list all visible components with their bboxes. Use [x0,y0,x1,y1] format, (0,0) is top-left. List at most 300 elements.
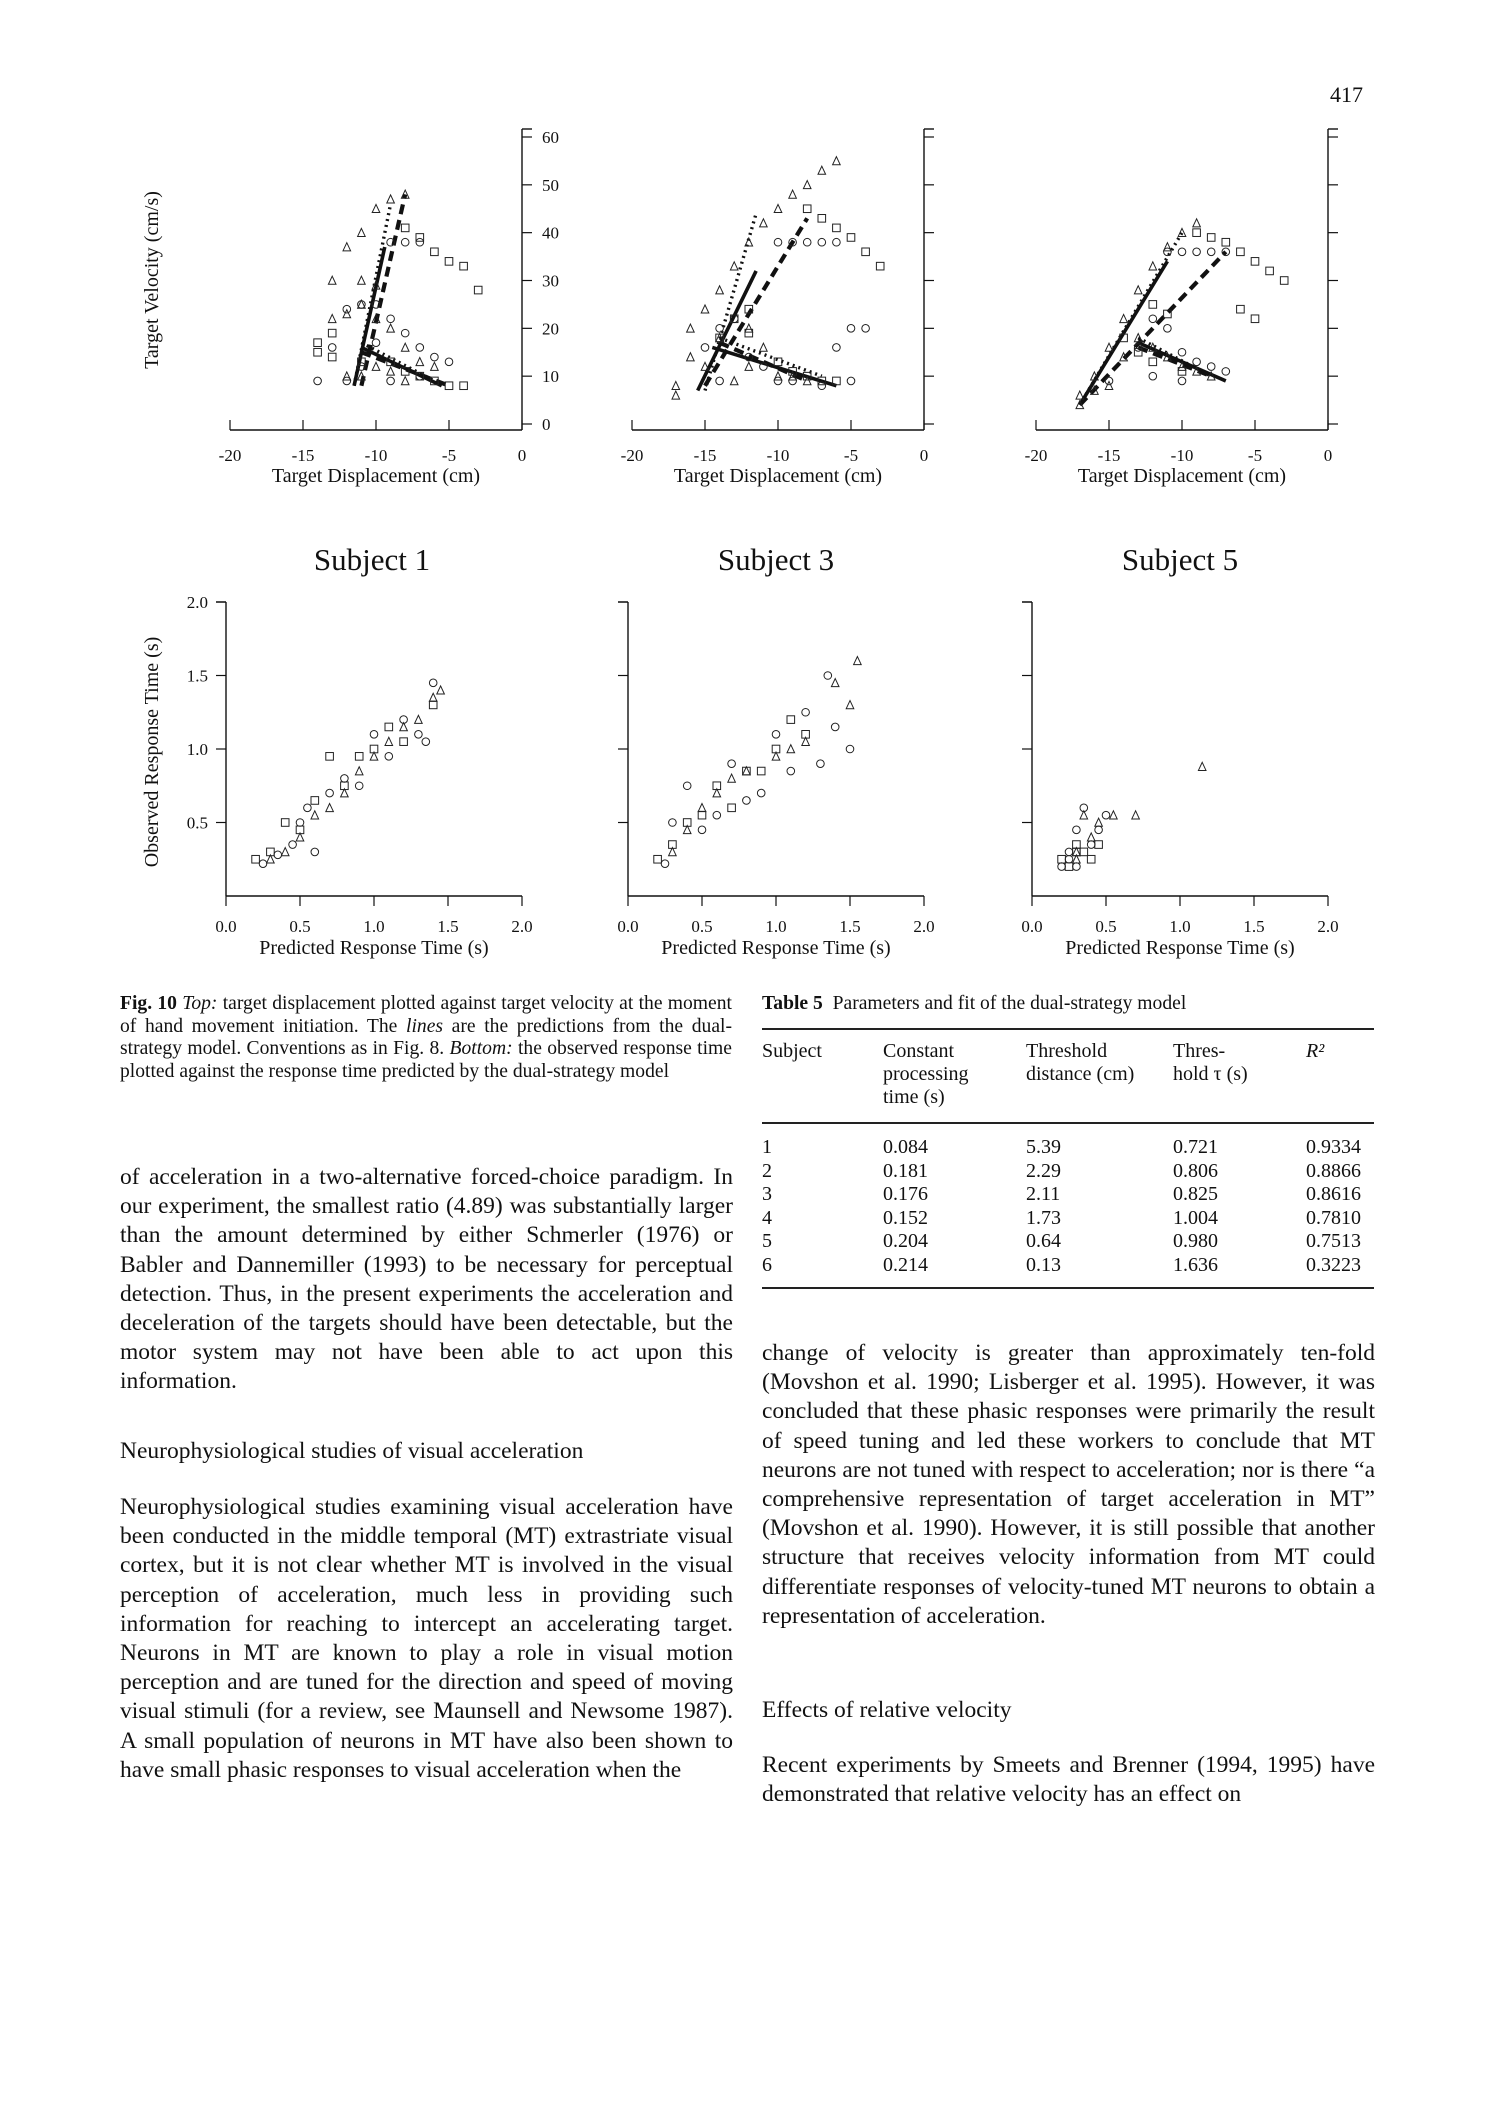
table-cell: 0.13 [1026,1253,1061,1276]
data-point-square [1065,863,1073,871]
bottom-panel-3 [1021,602,1338,959]
data-point-circle [803,238,811,246]
data-point-circle [343,377,351,385]
data-point-circle [259,860,267,868]
table-header-line: Subject [762,1040,822,1062]
data-point-square [757,767,765,775]
data-point-circle [326,789,334,797]
model-line-dashed [1080,252,1226,405]
data-point-square [833,224,841,232]
model-line-dotted [720,338,822,376]
table-cell: 2 [762,1159,772,1182]
table-header-line: Thres- [1173,1040,1226,1062]
data-point-square [774,358,782,366]
data-point-circle [1207,248,1215,256]
x-tick-label: -10 [364,446,388,465]
data-point-triangle [1120,314,1128,322]
data-point-triangle [831,679,839,687]
data-point-triangle [343,310,351,318]
table-cell: 1 [762,1136,772,1158]
data-point-circle [1207,363,1215,371]
data-point-circle [862,325,870,333]
data-point-circle [1073,863,1081,871]
data-point-square [314,339,322,347]
x-tick-label: -20 [1024,446,1048,465]
data-point-triangle [701,305,709,313]
data-point-triangle [326,804,334,812]
table-cell: 5.39 [1026,1136,1061,1158]
data-point-circle [728,760,736,768]
data-point-triangle [745,324,753,332]
data-point-triangle [429,693,437,701]
table-cell: 0.64 [1026,1230,1061,1252]
x-tick-label: -5 [441,446,457,465]
data-point-square [862,248,870,256]
table-cell: 0.152 [883,1206,928,1229]
table-cell: 0.8866 [1306,1159,1361,1182]
model-line-dotted [1080,233,1182,405]
data-point-circle [385,753,393,761]
data-point-square [1149,301,1157,309]
data-point-triangle [730,262,738,270]
table-header-line: time (s) [883,1086,945,1108]
y-axis-label: Target Velocity (cm/s) [141,191,163,369]
data-point-circle [304,804,312,812]
data-point-triangle [328,314,336,322]
table-cell: 0.214 [883,1253,928,1276]
data-point-square [400,738,408,746]
data-point-square [1207,234,1215,242]
data-point-triangle [372,362,380,370]
data-point-triangle [416,358,424,366]
data-point-triangle [343,243,351,251]
data-point-square [445,258,453,266]
data-point-square [460,382,468,390]
data-point-circle [757,789,765,797]
table-header-cell [1173,1040,1248,1086]
table-header-cell [883,1040,969,1109]
x-axis-label: Target Displacement (cm) [1077,465,1287,487]
x-tick-label: 1.5 [839,917,861,936]
data-point-circle [1178,248,1186,256]
data-point-square [698,811,706,819]
data-point-circle [274,851,282,859]
caption-lines-word: lines [406,1015,444,1037]
table-header-line: distance (cm) [1026,1063,1135,1085]
figure-10 [0,0,1488,980]
data-point-circle [787,767,795,775]
data-point-triangle [745,362,753,370]
data-point-square [1251,315,1259,323]
data-point-circle [847,377,855,385]
table-header-rule [762,1122,1374,1124]
data-point-square [1266,267,1274,275]
data-point-circle [289,841,297,849]
data-point-triangle [760,219,768,227]
data-point-triangle [833,157,841,165]
model-line-solid [698,271,756,391]
data-point-triangle [1193,219,1201,227]
data-point-circle [713,811,721,819]
data-point-square [803,205,811,213]
x-tick-label: 1.5 [1243,917,1265,936]
data-point-triangle [1134,286,1142,294]
data-point-square [314,348,322,356]
table-cell: 0.721 [1173,1136,1218,1158]
data-point-circle [416,238,424,246]
data-point-triangle [698,804,706,812]
data-point-triangle [372,204,380,212]
data-point-triangle [774,204,782,212]
page-number: 417 [1330,82,1363,107]
y-tick-label: 2.0 [186,593,208,612]
caption-text-2: are the predictions from the dual-strategy model. Conventions as in Fig. 8. [120,1015,732,1060]
data-point-circle [669,819,677,827]
data-point-circle [416,344,424,352]
data-point-triangle [743,767,751,775]
data-point-triangle [1087,833,1095,841]
x-axis-label: Predicted Response Time (s) [259,937,489,959]
data-point-triangle [818,166,826,174]
table-header-line: Threshold [1026,1040,1108,1062]
x-tick-label: 0.0 [215,917,237,936]
top-panel-3 [1025,129,1338,487]
subject-title: Subject 1 [313,542,431,577]
x-axis-label: Target Displacement (cm) [673,465,883,487]
data-point-circle [824,672,832,680]
data-point-square [743,767,751,775]
data-point-circle [370,731,378,739]
data-point-square [252,855,260,863]
subject-title: Subject 5 [1121,542,1239,577]
y-tick-label: 0 [542,415,551,434]
table-header-cell [1306,1040,1324,1063]
table-cell: 5 [762,1230,772,1252]
data-point-triangle [415,715,423,723]
caption-text-3: the observed response time plotted against the response time predicted by the dual-strategy model [120,1038,732,1082]
y-axis-label: Observed Response Time (s) [141,636,163,868]
x-tick-label: 0.0 [617,917,639,936]
x-tick-label: 1.0 [765,917,787,936]
data-point-square [1237,248,1245,256]
data-point-triangle [789,190,797,198]
data-point-triangle [716,286,724,294]
data-point-square [385,723,393,731]
x-tick-label: 0 [919,446,929,465]
data-point-circle [833,344,841,352]
data-point-circle [431,353,439,361]
data-point-triangle [672,381,680,389]
data-point-square [431,248,439,256]
x-tick-label: -10 [766,446,790,465]
data-point-circle [772,731,780,739]
data-point-circle [1058,863,1066,871]
table-header-line: Constant [883,1040,955,1062]
data-point-circle [328,344,336,352]
data-point-square [355,753,363,761]
table-cell: 1.004 [1173,1206,1218,1229]
y-tick-label: 0.5 [186,813,208,833]
data-point-triangle [358,228,366,236]
data-point-triangle [387,195,395,203]
x-tick-label: 1.5 [437,917,459,936]
data-point-circle [1073,826,1081,834]
data-point-triangle [672,391,680,399]
right-column-paragraph-1: change of velocity is greater than approximately ten-fold (Movshon et al. 1990; Lisberger et al. 1995). However, it was concluded that these phasic responses were primarily the result of speed tuning and led these workers to conclude that MT neurons are not tuned with respect to acceleration; nor is there “a comprehensive representation of target acceleration in MT” (Movshon et al. 1990). However, it is still possible that another structure that receives velocity information from MT could differentiate responses of velocity-tuned MT neurons to obtain a representation of acceleration. [762,1340,1375,1629]
data-point-square [1149,358,1157,366]
left-column-paragraph-1: of acceleration in a two-alternative forced-choice paradigm. In our experiment, the smallest ratio (4.89) was substantially larger than the amount determined by either Schmerler (1976) or Babler and Dannemiller (1993) to be necessary for perceptual detection. Thus, in the present experiments the acceleration and deceleration of the targets should have been detectable, but the motor system may not have been able to act upon this information. [120,1164,733,1395]
section-heading-neurophysiology: Neurophysiological studies of visual acceleration [120,1438,584,1464]
data-point-square [429,701,437,709]
data-point-circle [358,301,366,309]
table-header-line: hold τ (s) [1173,1063,1248,1085]
data-point-triangle [730,377,738,385]
right-column-paragraph-2: Recent experiments by Smeets and Brenner (1994, 1995) have demonstrated that relative velocity has an effect on [762,1752,1375,1808]
table-cell: 0.7513 [1306,1230,1361,1252]
caption-text-1: target displacement plotted against target velocity at the moment of hand movement initiation. The [120,993,732,1037]
table-header-cell [1026,1040,1134,1086]
data-point-circle [429,679,437,687]
table-header-line: processing [883,1063,969,1085]
caption-top-label: Top: [182,993,218,1014]
data-point-triangle [1105,381,1113,389]
x-tick-label: -5 [843,446,859,465]
table-cell: 2.29 [1026,1159,1061,1182]
data-point-triangle [846,701,854,709]
data-point-triangle [437,686,445,694]
table-cell: 0.176 [883,1183,928,1205]
table-top-rule [762,1028,1374,1030]
data-point-triangle [687,353,695,361]
top-panel-2 [621,129,934,487]
x-tick-label: 0.5 [691,917,713,936]
bottom-panel-1 [141,593,533,959]
table-header-cell [762,1040,822,1063]
table-cell: 0.8616 [1306,1183,1361,1205]
model-line-solid [354,247,385,386]
data-point-circle [1193,248,1201,256]
table-title: Parameters and fit of the dual-strategy model [832,993,1187,1014]
data-point-square [1087,855,1095,863]
data-point-triangle [1149,262,1157,270]
table-cell: 0.3223 [1306,1253,1361,1276]
data-point-square [1280,277,1288,285]
data-point-circle [1149,372,1157,380]
caption-bottom-label: Bottom: [449,1038,513,1060]
x-tick-label: 0 [1323,446,1333,465]
x-tick-label: -15 [693,446,717,465]
data-point-circle [698,826,706,834]
data-point-circle [355,782,363,790]
data-point-triangle [358,276,366,284]
figure-caption [120,993,732,1083]
data-point-circle [743,797,751,805]
data-point-square [728,804,736,812]
x-tick-label: 2.0 [913,917,935,936]
data-point-triangle [760,343,768,351]
table-bottom-rule [762,1287,1374,1289]
left-column-paragraph-2: Neurophysiological studies examining visual acceleration have been conducted in the middle temporal (MT) extrastriate visual cortex, but it is not clear whether MT is involved in the visual perception of acceleration, much less in providing such information for reaching to intercept an accelerating target. Neurons in MT are known to play a role in visual motion perception and are tuned for the direction and speed of moving visual stimuli (for a review, see Maunsell and Newsome 1987). A small population of neurons in MT have also been shown to have small phasic responses to visual acceleration when the [120,1494,733,1783]
data-point-square [1095,841,1103,849]
data-point-circle [818,238,826,246]
x-tick-label: -10 [1170,446,1194,465]
data-point-circle [774,238,782,246]
x-tick-label: 2.0 [511,917,533,936]
data-point-square [1058,855,1066,863]
data-point-circle [716,325,724,333]
x-tick-label: -20 [218,446,242,465]
data-point-square [401,224,409,232]
data-point-square [847,234,855,242]
data-point-square [1080,848,1088,856]
data-point-square [1251,258,1259,266]
table-cell: 0.181 [883,1159,928,1182]
data-point-circle [1095,826,1103,834]
table-cell: 2.11 [1026,1183,1061,1205]
section-heading-relative-velocity: Effects of relative velocity [762,1697,1012,1723]
y-tick-label: 10 [542,367,559,387]
table-cell: 6 [762,1253,772,1276]
table-label: Table 5 [762,993,823,1014]
table-cell: 0.806 [1173,1159,1218,1182]
data-point-circle [701,344,709,352]
data-point-square [1237,305,1245,313]
data-point-square [1193,229,1201,237]
data-point-circle [716,377,724,385]
x-tick-label: 0 [517,446,527,465]
data-point-triangle [1132,811,1140,819]
table-cell: 0.7810 [1306,1206,1361,1229]
y-tick-label: 60 [542,128,559,147]
y-tick-label: 30 [542,271,559,291]
data-point-circle [683,782,691,790]
table-cell: 1.73 [1026,1206,1061,1229]
x-axis-label: Target Displacement (cm) [271,465,481,487]
data-point-square [474,286,482,294]
data-point-circle [1149,315,1157,323]
data-point-triangle [311,811,319,819]
data-point-triangle [1110,811,1118,819]
x-tick-label: 1.0 [1169,917,1191,936]
table-cell: 1.636 [1173,1253,1218,1276]
data-point-circle [661,860,669,868]
x-axis-label: Predicted Response Time (s) [661,937,891,959]
data-point-square [311,797,319,805]
data-point-square [876,262,884,270]
table-caption [762,993,1186,1015]
data-point-circle [1065,855,1073,863]
data-point-circle [1102,811,1110,819]
data-point-circle [831,723,839,731]
y-tick-label: 1.0 [186,740,208,759]
bottom-panel-2 [617,602,934,959]
data-point-circle [296,819,304,827]
x-axis-label: Predicted Response Time (s) [1065,937,1295,959]
x-tick-label: -15 [291,446,315,465]
data-point-circle [847,325,855,333]
data-point-circle [314,377,322,385]
data-point-triangle [803,181,811,189]
data-point-circle [1164,325,1172,333]
data-point-square [654,855,662,863]
data-point-triangle [1095,818,1103,826]
table-cell: 0.825 [1173,1183,1218,1205]
data-point-square [328,353,336,361]
data-point-triangle [854,657,862,665]
data-point-triangle [728,774,736,782]
data-point-square [818,215,826,223]
data-point-circle [387,377,395,385]
data-point-triangle [387,367,395,375]
data-point-triangle [401,343,409,351]
data-point-circle [341,775,349,783]
data-point-circle [311,848,319,856]
data-point-triangle [431,362,439,370]
x-tick-label: -20 [620,446,644,465]
data-point-circle [789,377,797,385]
data-point-circle [445,358,453,366]
data-point-triangle [328,276,336,284]
data-point-triangle [687,324,695,332]
data-point-triangle [787,745,795,753]
subject-title: Subject 3 [717,542,835,577]
data-point-triangle [385,737,393,745]
y-tick-label: 40 [542,223,559,243]
data-point-circle [1193,358,1201,366]
data-point-triangle [387,324,395,332]
y-tick-label: 20 [542,319,559,339]
data-point-circle [401,238,409,246]
data-point-circle [1087,841,1095,849]
data-point-circle [1178,348,1186,356]
table-header-line: R² [1306,1040,1325,1062]
caption-label: Fig. 10 [120,993,177,1014]
data-point-circle [415,731,423,739]
data-point-circle [833,238,841,246]
data-point-circle [387,315,395,323]
data-point-square [1222,238,1230,246]
data-point-square [326,753,334,761]
data-point-circle [1222,368,1230,376]
data-point-square [787,716,795,724]
data-point-circle [372,339,380,347]
x-tick-label: 0.5 [1095,917,1117,936]
x-tick-label: 1.0 [363,917,385,936]
x-tick-label: -5 [1247,446,1263,465]
data-point-triangle [281,848,289,856]
data-point-square [460,262,468,270]
x-tick-label: 2.0 [1317,917,1339,936]
x-tick-label: 0.0 [1021,917,1043,936]
data-point-circle [422,738,430,746]
data-point-square [328,329,336,337]
data-point-triangle [1198,762,1206,770]
table-cell: 4 [762,1206,772,1229]
data-point-circle [401,329,409,337]
data-point-circle [1065,848,1073,856]
table-cell: 0.980 [1173,1230,1218,1252]
table-cell: 0.084 [883,1136,928,1158]
data-point-circle [1178,377,1186,385]
data-point-circle [774,377,782,385]
data-point-circle [817,760,825,768]
data-point-circle [802,708,810,716]
data-point-circle [846,745,854,753]
y-tick-label: 50 [542,175,559,195]
table-cell: 0.204 [883,1230,928,1252]
data-point-square [281,819,289,827]
data-point-triangle [355,767,363,775]
